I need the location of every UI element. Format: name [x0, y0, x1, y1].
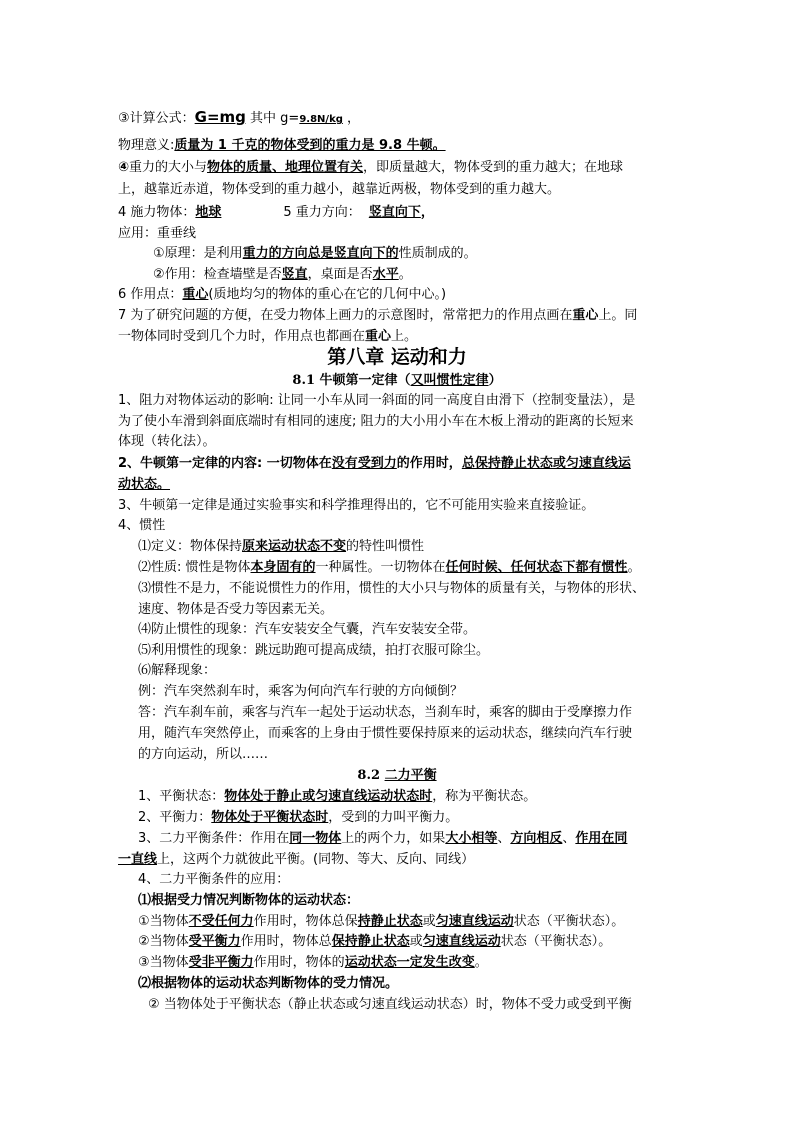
text: ③计算公式： — [118, 111, 195, 126]
p3: 3、牛顿第一定律是通过实验事实和科学推理得出的，它不可能用实验来直接验证。 — [118, 498, 595, 513]
balance-condition: 3、二力平衡条件：作用在同一物体上的两个力，如果大小相等、方向相反、作用在同 — [138, 831, 628, 846]
section-8-1-title: 8.1 牛顿第一定律（又叫惯性定律） — [292, 373, 502, 388]
p1: 1、阻力对物体运动的影响: 让同一小车从同一斜面的同一高度自由滑下（控制变量法），是 — [118, 393, 636, 408]
p4-inertia: 4、惯性 — [118, 518, 166, 533]
p1-cont: 为了使小车滑到斜面底端时有相同的速度; 阻力的大小用小车在木板上滑动的距离的长短来 — [118, 414, 634, 429]
rule-3: ③当物体受非平衡力作用时，物体的运动状态一定发生改变。 — [138, 955, 488, 970]
gravity-magnitude-cont: 上，越靠近赤道，物体受到的重力越小，越靠近两极，物体受到的重力越大。 — [118, 182, 561, 197]
research-note: 7 为了研究问题的方便，在受力物体上画力的示意图时，常常把力的作用点画在重心上。同 — [118, 308, 638, 323]
judge-motion-heading: ⑴根据受力情况判断物体的运动状态： — [138, 893, 360, 908]
p1-cont2: 体现（转化法）。 — [118, 434, 216, 449]
judge-force-heading: ⑵根据物体的运动状态判断物体的受力情况。 — [138, 976, 399, 991]
chapter-title: 第八章 运动和力 — [327, 346, 467, 368]
newton-first-law-cont: 动状态。 — [118, 477, 171, 492]
formula: G=mg — [194, 108, 246, 126]
inertia-not-force: ⑶惯性不是力，不能说惯性力的作用，惯性的大小只与物体的质量有关，与物体的形状、 — [138, 581, 646, 596]
inertia-property: ⑵性质: 惯性是物体本身固有的一种属性。一切物体在任何时候、任何状态下都有惯性。 — [138, 560, 641, 575]
balance-application: 4、二力平衡条件的应用： — [138, 872, 290, 887]
inertia-explain: ⑹解释现象： — [138, 663, 217, 678]
text: 其中 g= — [245, 111, 300, 126]
section-8-2-title: 8.2 二力平衡 — [357, 768, 437, 783]
research-note-cont: 一物体同时受到几个力时，作用点也都画在重心上。 — [118, 329, 418, 344]
newton-first-law: 2、牛顿第一定律的内容: 一切物体在没有受到力的作用时，总保持静止状态或匀速直线运 — [118, 456, 631, 471]
balance-state: 1、平衡状态：物体处于静止或匀速直线运动状态时，称为平衡状态。 — [138, 789, 537, 804]
gravity-magnitude: ④重力的大小与物体的质量、地理位置有关，即质量越大，物体受到的重力越大；在地球 — [118, 160, 624, 175]
function: ②作用：检查墙壁是否竖直，桌面是否水平。 — [153, 267, 412, 282]
last-line: ② 当物体处于平衡状态（静止状态或匀速直线运动状态）时，物体不受力或受到平衡 — [148, 997, 632, 1012]
rule-1: ①当物体不受任何力作用时，物体总保持静止状态或匀速直线运动状态（平衡状态）。 — [138, 914, 625, 929]
answer-cont2: 的方向运动，所以…… — [138, 747, 269, 762]
principle: ①原理：是利用重力的方向总是竖直向下的性质制成的。 — [153, 246, 477, 261]
rule-2: ②当物体受平衡力作用时，物体总保持静止状态或匀速直线运动状态（平衡状态）。 — [138, 934, 612, 949]
answer: 答：汽车刹车前，乘客与汽车一起处于运动状态，当刹车时，乘客的脚由于受摩擦力作 — [138, 705, 633, 720]
example: 例：汽车突然刹车时，乘客为何向汽车行驶的方向倾倒？ — [138, 684, 464, 699]
inertia-use: ⑸利用惯性的现象：跳远助跑可提高成绩，拍打衣服可除尘。 — [138, 643, 490, 658]
inertia-def: ⑴定义：物体保持原来运动状态不变的特性叫惯性 — [138, 539, 425, 554]
inertia-not-force-cont: 速度、物体是否受力等因素无关。 — [138, 602, 334, 617]
balance-condition-cont: 一直线上，这两个力就彼此平衡。(同物、等大、反向、同线） — [118, 852, 475, 867]
action-point: 6 作用点：重心(质地均匀的物体的重心在它的几何中心。) — [118, 287, 447, 302]
g-value: 9.8N/kg — [299, 114, 343, 125]
balance-force: 2、平衡力：物体处于平衡状态时，受到的力叫平衡力。 — [138, 810, 459, 825]
formula-line — [118, 107, 360, 130]
answer-cont: 用，随汽车突然停止，而乘客的上身由于惯性要保持原来的运动状态，继续向汽车行驶 — [138, 726, 633, 741]
force-source-direction: 4 施力物体：地球 5 重力方向： 竖直向下， — [118, 205, 434, 220]
inertia-prevent: ⑷防止惯性的现象：汽车安装安全气囊，汽车安装安全带。 — [138, 622, 477, 637]
physical-meaning: 物理意义:质量为 1 千克的物体受到的重力是 9.8 牛顿。 — [118, 138, 446, 153]
text: ， — [342, 111, 361, 126]
application: 应用：重垂线 — [118, 226, 197, 241]
